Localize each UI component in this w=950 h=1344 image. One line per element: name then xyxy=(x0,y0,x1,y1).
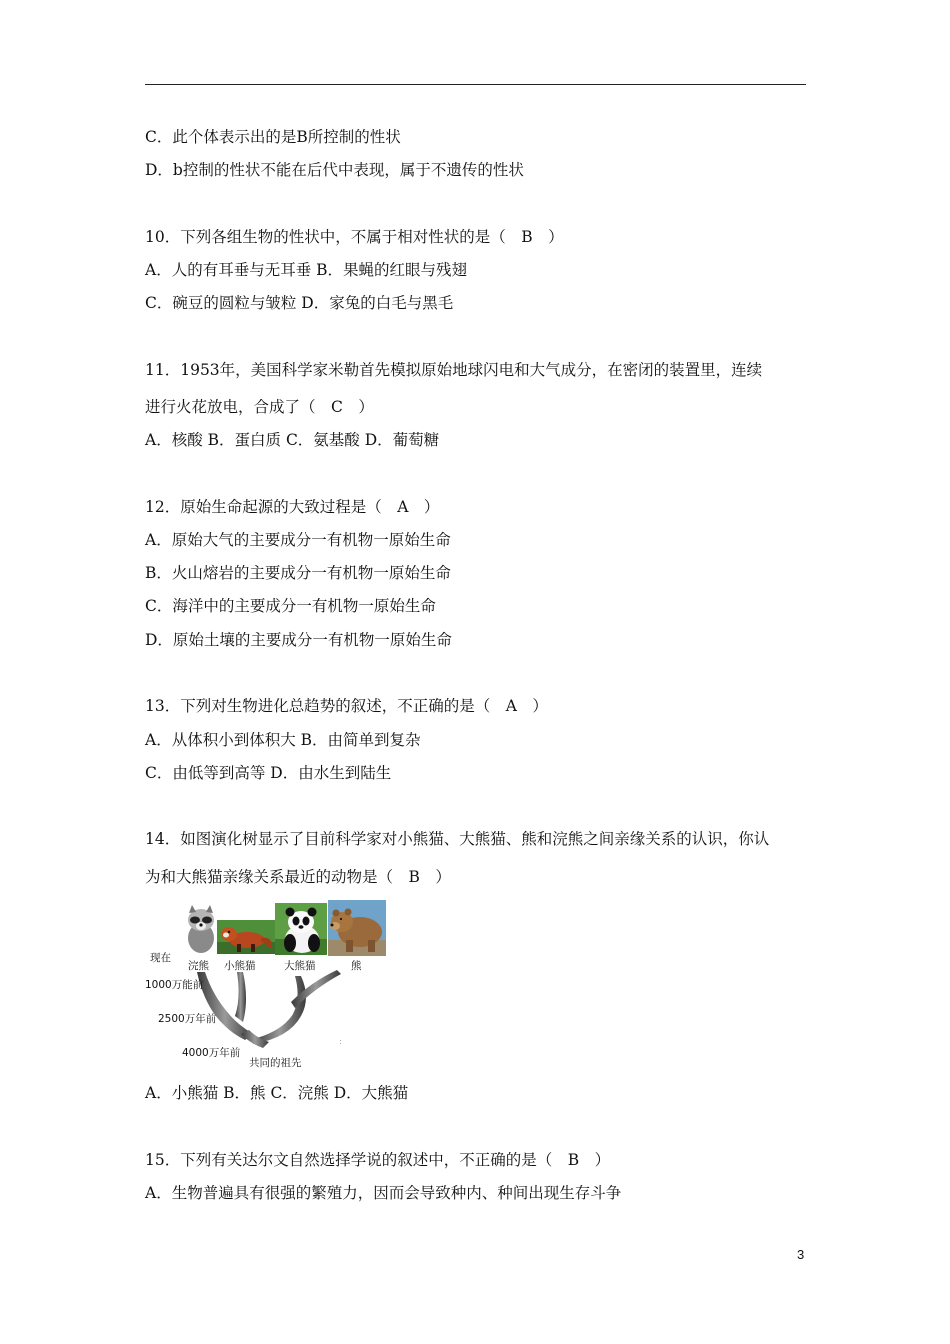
evolution-tree-figure xyxy=(145,898,405,1070)
question-11-line1: 11．1953年，美国科学家米勒首先模拟原始地球闪电和大气成分，在密闭的装置里，连续 xyxy=(145,361,763,379)
ancestor-label: 共同的祖先 xyxy=(249,1057,302,1069)
options-10-cd: C．碗豆的圆粒与皱粒 D．家兔的白毛与黑毛 xyxy=(145,294,454,312)
question-13: 13．下列对生物进化总趋势的叙述，不正确的是（ A ） xyxy=(145,697,548,715)
options-13-ab: A．从体积小到体积大 B．由简单到复杂 xyxy=(145,731,421,749)
animal-label-giant-panda: 大熊猫 xyxy=(284,960,316,972)
page-number: 3 xyxy=(797,1247,805,1262)
option-12d: D．原始土壤的主要成分一有机物一原始生命 xyxy=(145,631,452,649)
question-15: 15．下列有关达尔文自然选择学说的叙述中，不正确的是（ B ） xyxy=(145,1151,611,1169)
options-11: A．核酸 B．蛋白质 C．氨基酸 D．葡萄糖 xyxy=(145,431,440,449)
animal-label-raccoon: 浣熊 xyxy=(188,960,209,972)
option-12a: A．原始大气的主要成分一有机物一原始生命 xyxy=(145,531,451,549)
option-9c: C．此个体表示出的是B所控制的性状 xyxy=(145,128,401,146)
option-9d: D．b控制的性状不能在后代中表现，属于不遗传的性状 xyxy=(145,161,524,179)
option-12c: C．海洋中的主要成分一有机物一原始生命 xyxy=(145,597,436,615)
question-14-line2: 为和大熊猫亲缘关系最近的动物是（ B ） xyxy=(145,868,451,886)
question-12: 12．原始生命起源的大致过程是（ A ） xyxy=(145,498,440,516)
option-12b: B．火山熔岩的主要成分一有机物一原始生命 xyxy=(145,564,451,582)
header-rule xyxy=(145,84,806,85)
time-label-25m: 2500万年前 xyxy=(158,1013,217,1025)
svg-text::: : xyxy=(339,1037,342,1046)
now-label: 现在 xyxy=(150,952,171,964)
animal-label-red-panda: 小熊猫 xyxy=(224,960,256,972)
animal-label-bear: 熊 xyxy=(351,960,362,972)
options-14: A．小熊猫 B．熊 C．浣熊 D．大熊猫 xyxy=(145,1084,409,1102)
time-label-10m: 1000万能前 xyxy=(145,979,204,991)
option-15a: A．生物普遍具有很强的繁殖力，因而会导致种内、种间出现生存斗争 xyxy=(145,1184,622,1202)
options-10-ab: A．人的有耳垂与无耳垂 B．果蝇的红眼与残翅 xyxy=(145,261,468,279)
question-11-line2: 进行火花放电，合成了（ C ） xyxy=(145,398,374,416)
options-13-cd: C．由低等到高等 D．由水生到陆生 xyxy=(145,764,392,782)
question-10: 10．下列各组生物的性状中，不属于相对性状的是（ B ） xyxy=(145,228,564,246)
question-14-line1: 14．如图演化树显示了目前科学家对小熊猫、大熊猫、熊和浣熊之间亲缘关系的认识，你认 xyxy=(145,830,770,848)
time-label-40m: 4000万年前 xyxy=(182,1047,241,1059)
